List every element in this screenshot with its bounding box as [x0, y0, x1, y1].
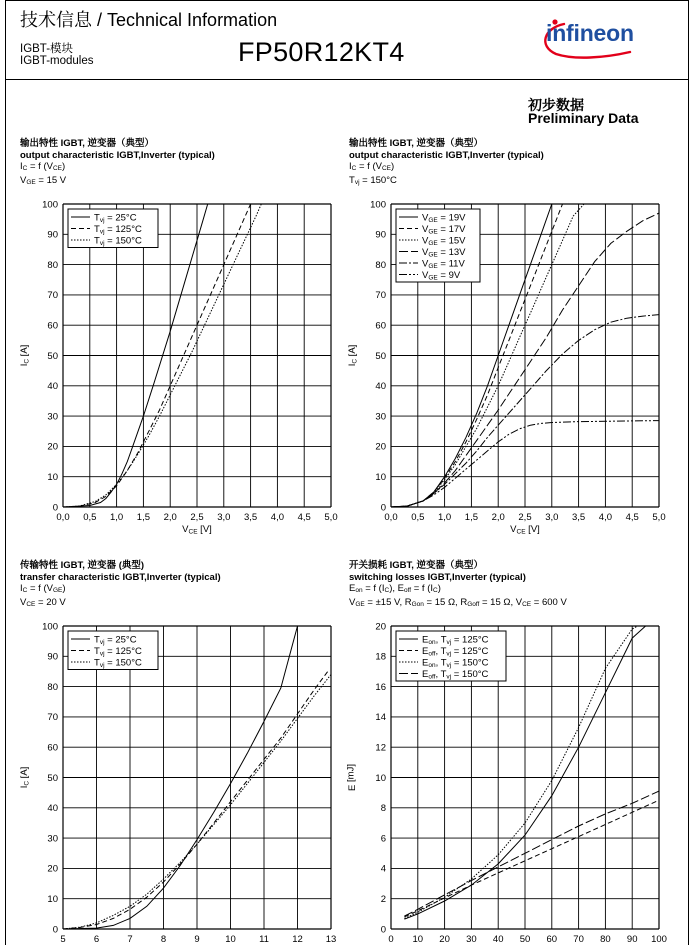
y-tick-label: 10: [375, 772, 386, 784]
x-axis-label-main: V: [182, 524, 189, 535]
preliminary-label-cn: 初步数据: [528, 97, 584, 113]
legend-entry-sub: GE: [428, 216, 438, 224]
y-axis-label-main: I: [347, 363, 358, 367]
y-tick-label: 70: [375, 290, 386, 302]
x-tick-label: 90: [626, 934, 638, 945]
legend-entry-sub: vj: [99, 216, 105, 224]
y-tick-label: 2: [380, 894, 386, 905]
x-tick-label: 13: [325, 934, 337, 945]
legend-entry-sub: GE: [428, 251, 438, 259]
x-tick-label: 0,0: [384, 512, 398, 523]
legend-entry-main: V: [422, 269, 429, 281]
chart-3: [346, 621, 667, 945]
legend-entry-sub: GE: [428, 262, 438, 270]
legend-entry-main: T: [94, 634, 100, 646]
x-tick-label: 5,0: [652, 512, 666, 523]
y-tick-label: 30: [375, 411, 386, 423]
legend-entry-main: = 25°C: [104, 634, 137, 646]
caption-function: $I_C = f$ $(V_{CE})$: [20, 161, 66, 172]
legend-entry-sub: vj: [99, 650, 105, 658]
x-tick-label: 2,5: [190, 512, 204, 523]
y-tick-label: 90: [47, 651, 58, 663]
y-axis-label: [346, 764, 359, 791]
x-axis-label-unit: [V]: [525, 524, 540, 535]
x-tick-label: 3,0: [545, 512, 559, 523]
legend-entry-main: T: [94, 657, 100, 669]
legend-entry-main: T: [94, 235, 100, 247]
legend-entry-main: = 125°C: [104, 223, 142, 235]
legend-entry-main: E: [422, 645, 429, 657]
x-tick-label: 0,5: [411, 512, 425, 523]
y-tick-label: 6: [380, 833, 386, 845]
x-tick-label: 3,5: [571, 512, 586, 523]
legend-entry-main: T: [440, 668, 447, 680]
legend-entry-sub: vj: [99, 661, 105, 669]
caption-condition: $V_{GE} = 15$ V: [20, 174, 67, 186]
y-tick-label: 30: [47, 411, 58, 423]
y-tick-label: 90: [375, 229, 386, 241]
x-tick-label: 30: [466, 934, 477, 945]
y-tick-label: 60: [47, 320, 58, 332]
x-tick-label: 5: [60, 934, 66, 945]
x-axis-label-main: V: [510, 524, 517, 535]
y-tick-label: 0: [52, 924, 58, 936]
legend-entry-main: ,: [435, 645, 441, 657]
x-tick-label: 2,5: [518, 512, 532, 523]
y-axis-label-main: I: [19, 785, 30, 789]
y-tick-label: 60: [375, 320, 386, 332]
y-tick-label: 16: [375, 681, 386, 693]
legend-entry-sub: off: [428, 673, 436, 681]
y-tick-label: 50: [47, 350, 58, 362]
module-label-cn: IGBT-模块: [20, 43, 74, 55]
x-tick-label: 4,5: [297, 512, 311, 523]
legend-entry-main: = 125°C: [451, 645, 489, 657]
legend-entry-main: T: [440, 657, 447, 669]
y-tick-label: 70: [47, 290, 58, 302]
y-tick-label: 40: [47, 803, 58, 815]
y-tick-label: 0: [52, 502, 58, 514]
legend-entry-main: V: [422, 223, 429, 235]
x-tick-label: 10: [412, 934, 424, 945]
y-tick-label: 90: [47, 229, 58, 241]
y-tick-label: 80: [47, 259, 58, 271]
caption-en: switching losses IGBT,Inverter (typical): [349, 571, 526, 583]
y-axis-label-unit: [A]: [19, 766, 30, 781]
caption-cn: 输出特性 IGBT, 逆变器（典型）: [349, 138, 484, 149]
y-tick-label: 10: [47, 472, 58, 483]
caption-en: output characteristic IGBT,Inverter (typical): [20, 149, 215, 161]
y-tick-label: 80: [47, 681, 58, 693]
caption-condition: $V_{CE} = 20$ V: [20, 596, 66, 608]
y-tick-label: 10: [375, 472, 386, 483]
x-axis-label-sub: CE: [188, 528, 198, 536]
x-tick-label: 3,5: [243, 512, 258, 523]
legend-entry-main: E: [422, 634, 429, 646]
module-label-en: IGBT-modules: [20, 55, 94, 67]
legend-entry-main: ,: [435, 634, 441, 646]
y-tick-label: 70: [47, 712, 58, 724]
x-tick-label: 9: [194, 934, 200, 945]
legend-entry-sub: on: [428, 661, 436, 669]
legend-entry-main: = 150°C: [104, 235, 142, 247]
legend-entry-sub: vj: [446, 673, 452, 681]
legend-entry-sub: vj: [446, 650, 452, 658]
legend-entry-sub: GE: [428, 228, 438, 236]
x-tick-label: 60: [546, 934, 558, 945]
series-line-3: [404, 791, 659, 916]
legend-entry-main: T: [94, 645, 100, 657]
legend-entry-main: E: [422, 668, 429, 680]
y-tick-label: 10: [47, 894, 58, 905]
legend-entry-main: = 19V: [437, 212, 466, 224]
y-tick-label: 4: [380, 863, 386, 875]
legend-entry-main: T: [94, 223, 100, 235]
legend-entry-main: V: [422, 235, 429, 247]
y-tick-label: 20: [47, 441, 58, 453]
caption-cn: 输出特性 IGBT, 逆变器（典型）: [20, 138, 155, 149]
y-tick-label: 60: [47, 742, 58, 754]
legend-entry-main: ,: [435, 657, 441, 669]
y-axis-label-sub: C: [23, 780, 31, 786]
legend-entry-main: = 150°C: [451, 657, 489, 669]
part-number: FP50R12KT4: [238, 37, 405, 67]
legend-entry-sub: vj: [446, 638, 452, 646]
legend-entry-main: E: [422, 657, 429, 669]
x-tick-label: 0: [388, 934, 394, 945]
legend-entry-sub: vj: [446, 661, 452, 669]
y-axis-label-unit: [mJ]: [345, 764, 357, 785]
legend-entry-sub: off: [428, 650, 436, 658]
legend-entry-main: T: [440, 634, 447, 646]
y-tick-label: 14: [375, 712, 386, 724]
y-tick-label: 20: [47, 863, 58, 875]
x-tick-label: 70: [573, 934, 584, 945]
x-tick-label: 4,5: [625, 512, 639, 523]
y-tick-label: 20: [375, 441, 386, 453]
legend-entry-main: = 125°C: [451, 634, 489, 646]
legend-entry-main: = 150°C: [104, 657, 142, 669]
x-tick-label: 0,0: [56, 512, 70, 523]
y-axis-label-sub: C: [351, 358, 359, 364]
x-tick-label: 4,0: [270, 512, 285, 523]
y-tick-label: 0: [380, 924, 386, 936]
legend-entry-main: T: [94, 212, 100, 224]
legend-entry-main: V: [422, 258, 429, 270]
y-tick-label: 50: [375, 350, 386, 362]
x-tick-label: 100: [651, 934, 667, 945]
legend-entry-sub: on: [428, 638, 436, 646]
legend-entry-sub: GE: [428, 239, 438, 247]
y-tick-label: 100: [370, 199, 386, 211]
y-tick-label: 8: [380, 803, 386, 815]
caption-cn: 传输特性 IGBT, 逆变器 (典型): [20, 560, 145, 571]
legend-entry-main: T: [440, 645, 447, 657]
x-tick-label: 50: [519, 934, 531, 945]
legend-entry-main: = 13V: [437, 246, 466, 258]
x-tick-label: 0,5: [83, 512, 97, 523]
x-axis-label-sub: CE: [516, 528, 526, 536]
y-tick-label: 40: [375, 381, 386, 393]
x-tick-label: 10: [225, 934, 236, 945]
x-tick-label: 1,0: [109, 512, 124, 523]
x-tick-label: 3,0: [217, 512, 231, 523]
caption-en: transfer characteristic IGBT,Inverter (typical): [20, 571, 221, 583]
legend-entry-main: V: [422, 246, 429, 258]
legend-entry-main: = 150°C: [451, 668, 489, 680]
x-tick-label: 6: [93, 934, 100, 945]
legend-entry-sub: GE: [428, 274, 438, 282]
caption-en: output characteristic IGBT,Inverter (typical): [349, 149, 544, 161]
legend-entry-main: = 9V: [437, 269, 461, 281]
caption-function: $E_{on} = f$ $(I_C)$, $E_{off} = f$ $(I_C)$: [349, 583, 441, 594]
legend-entry-main: = 15V: [437, 235, 466, 247]
series-line-1: [404, 800, 659, 917]
y-tick-label: 40: [47, 381, 58, 393]
y-axis-label-sub: C: [23, 358, 31, 364]
x-tick-label: 40: [492, 934, 504, 945]
y-tick-label: 20: [375, 621, 386, 633]
legend-entry-main: = 25°C: [104, 212, 137, 224]
caption-condition: $T_{vj} = 150^\circ C$: [349, 174, 397, 186]
y-tick-label: 30: [47, 833, 58, 845]
caption-condition: $V_{GE} = \pm 15$ V, $R_{Gon} = 15$ Ω, $R_{Goff} = 15$ Ω, $V_{CE} = 600$ V: [349, 596, 567, 608]
legend-entry-sub: vj: [99, 228, 105, 236]
legend-entry-sub: vj: [99, 638, 105, 646]
x-tick-label: 80: [600, 934, 611, 945]
x-tick-label: 4,0: [598, 512, 613, 523]
y-tick-label: 80: [375, 259, 386, 271]
y-axis-label-unit: [A]: [347, 344, 358, 359]
y-tick-label: 50: [47, 772, 58, 784]
y-axis-label-main: E: [347, 784, 358, 791]
y-tick-label: 18: [375, 651, 386, 663]
y-tick-label: 12: [375, 742, 386, 754]
legend-entry-main: ,: [435, 668, 441, 680]
x-tick-label: 8: [160, 934, 167, 945]
page-title: 技术信息 / Technical Information: [20, 10, 278, 30]
y-tick-label: 0: [380, 502, 386, 514]
y-tick-label: 100: [42, 621, 58, 633]
x-tick-label: 2,0: [491, 512, 505, 523]
x-tick-label: 1,0: [437, 512, 452, 523]
caption-function: $I_C = f$ $(V_{GE})$: [20, 583, 66, 594]
logo-text: infineon: [546, 20, 634, 46]
x-axis-label-unit: [V]: [197, 524, 212, 535]
y-axis-label-main: I: [19, 363, 30, 367]
x-tick-label: 7: [127, 934, 133, 945]
caption-function: $I_C = f$ $(V_{CE})$: [349, 161, 395, 172]
preliminary-label-en: Preliminary Data: [528, 110, 639, 126]
y-axis-label-unit: [A]: [19, 344, 30, 359]
legend-entry-main: = 125°C: [104, 645, 142, 657]
legend-entry-main: = 17V: [437, 223, 466, 235]
x-tick-label: 1,5: [464, 512, 479, 523]
x-tick-label: 12: [292, 934, 303, 945]
y-tick-label: 100: [42, 199, 58, 211]
legend-entry-main: V: [422, 212, 429, 224]
caption-cn: 开关损耗 IGBT, 逆变器（典型）: [349, 560, 484, 571]
x-tick-label: 2,0: [163, 512, 177, 523]
legend-entry-sub: vj: [99, 239, 105, 247]
x-tick-label: 5,0: [324, 512, 338, 523]
x-tick-label: 11: [259, 934, 269, 945]
legend-entry-main: = 11V: [437, 258, 465, 270]
x-tick-label: 1,5: [136, 512, 151, 523]
x-tick-label: 20: [439, 934, 450, 945]
